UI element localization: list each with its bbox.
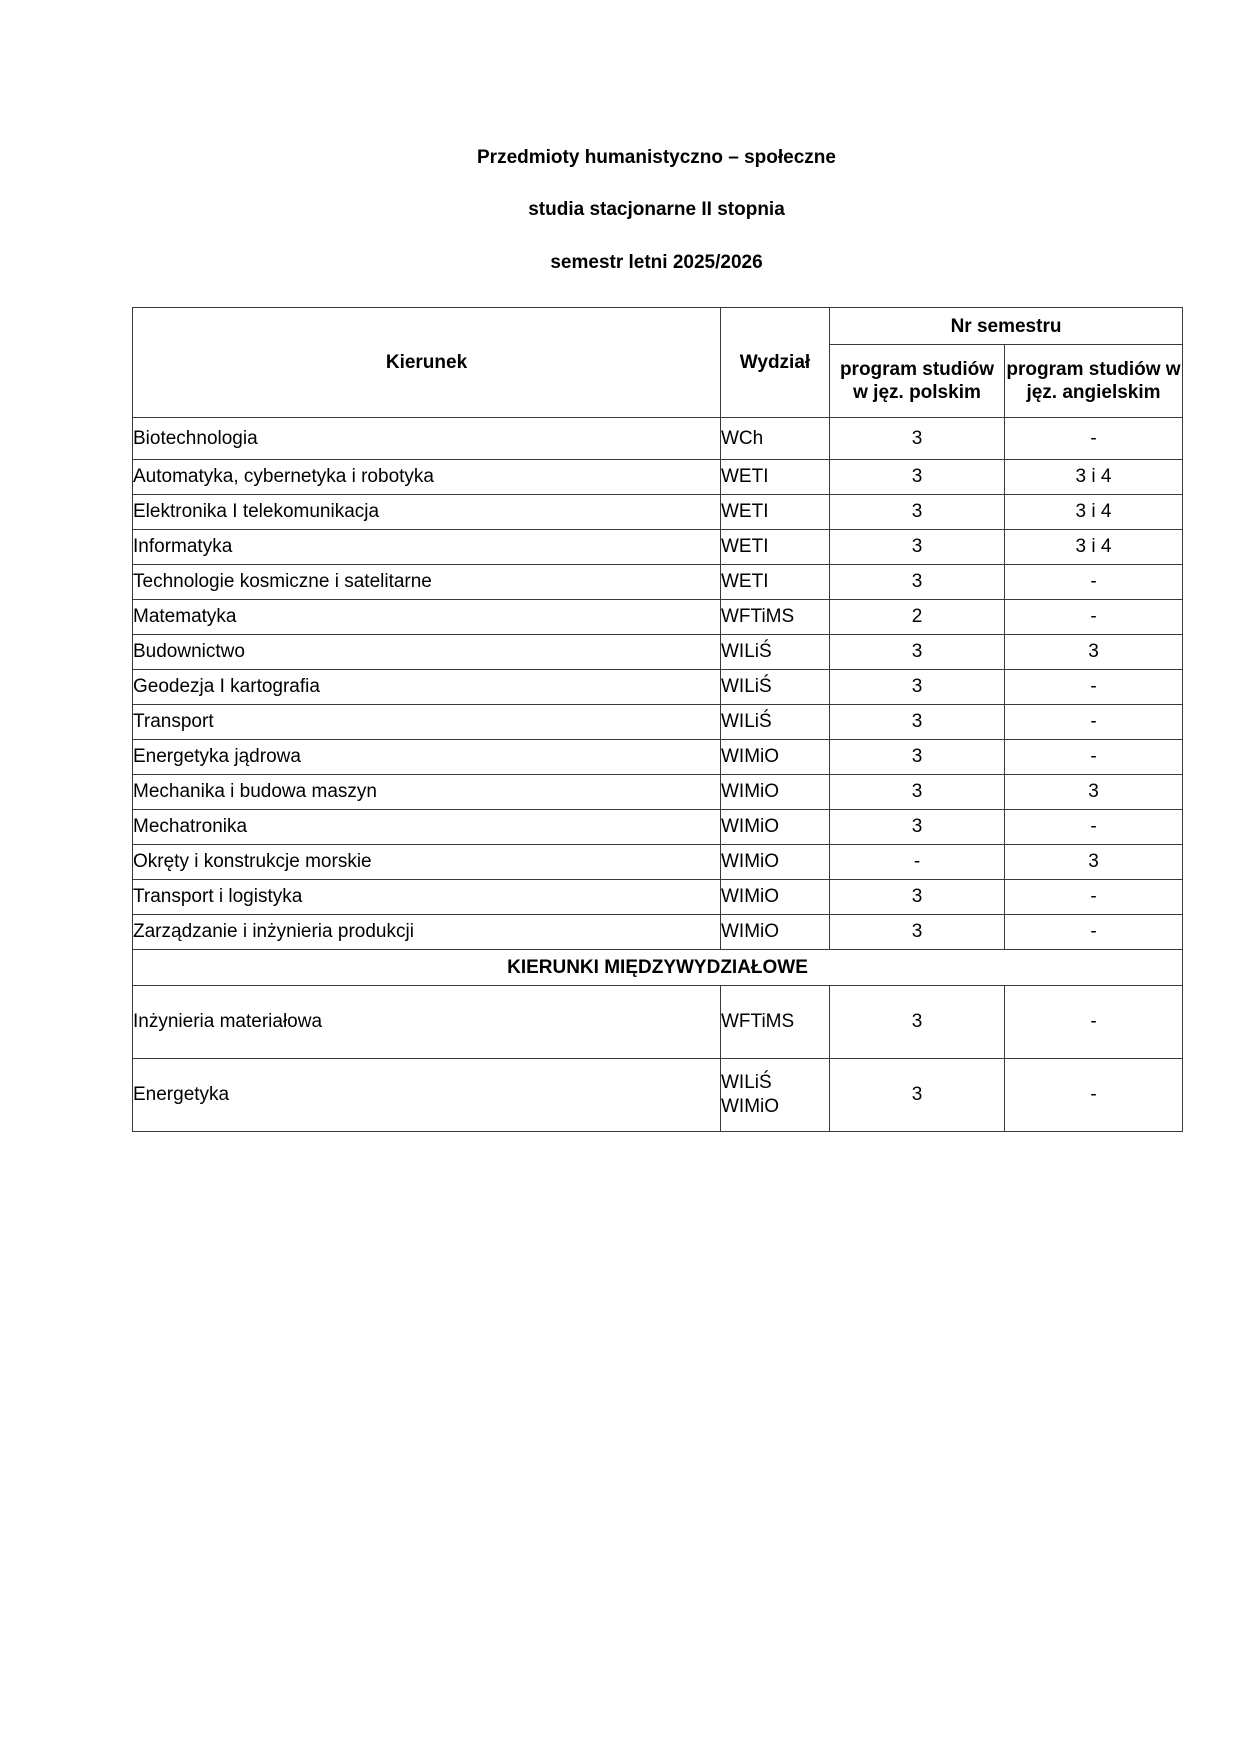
cell-semester-en: 3 [1005,635,1183,670]
cell-semester-en: - [1005,880,1183,915]
table-row [133,600,1183,635]
cell-kierunek: Energetyka [133,1059,721,1132]
table-row [133,670,1183,705]
cell-semester-pl: 3 [830,740,1005,775]
cell-semester-pl: 3 [830,705,1005,740]
document-subtitle: studia stacjonarne II stopnia [528,199,785,220]
cell-wydzial: WETI [721,530,830,565]
cell-semester-en: - [1005,915,1183,950]
table-row [133,565,1183,600]
cell-kierunek: Biotechnologia [133,418,721,460]
header-kierunek: Kierunek [133,308,721,418]
document-title: Przedmioty humanistyczno – społeczne [477,147,836,168]
wydzial-line: WFTiMS [721,1011,795,1032]
cell-wydzial: WIMiO [721,880,830,915]
header-program-en: program studiów w jęz. angielskim [1005,345,1183,418]
cell-wydzial: WETI [721,495,830,530]
table-row [133,530,1183,565]
cell-kierunek: Informatyka [133,530,721,565]
cell-wydzial [721,986,830,1059]
cell-wydzial: WETI [721,460,830,495]
cell-semester-en: - [1005,810,1183,845]
cell-semester-en: - [1005,418,1183,460]
cell-wydzial: WILiŚ [721,670,830,705]
table-row [133,460,1183,495]
cell-semester-pl: 3 [830,418,1005,460]
cell-semester-en: - [1005,600,1183,635]
cell-kierunek: Technologie kosmiczne i satelitarne [133,565,721,600]
cell-semester-pl: 3 [830,986,1005,1059]
table-header-row [133,308,1183,345]
cell-semester-pl: 3 [830,495,1005,530]
cell-semester-en: 3 i 4 [1005,530,1183,565]
cell-kierunek: Transport [133,705,721,740]
cell-semester-pl: - [830,845,1005,880]
cell-semester-en: 3 [1005,845,1183,880]
cell-wydzial: WILiŚ [721,635,830,670]
cell-kierunek: Automatyka, cybernetyka i robotyka [133,460,721,495]
table-row [133,1059,1183,1132]
cell-wydzial: WIMiO [721,915,830,950]
cell-semester-pl: 3 [830,775,1005,810]
table-row [133,880,1183,915]
cell-wydzial [721,1059,830,1132]
cell-kierunek: Transport i logistyka [133,880,721,915]
cell-kierunek: Zarządzanie i inżynieria produkcji [133,915,721,950]
wydzial-line: WIMiO [721,1096,780,1117]
cell-wydzial: WFTiMS [721,600,830,635]
cell-wydzial: WIMiO [721,740,830,775]
cell-semester-en: - [1005,670,1183,705]
cell-semester-pl: 3 [830,1059,1005,1132]
cell-semester-en: - [1005,565,1183,600]
cell-wydzial: WCh [721,418,830,460]
cell-wydzial: WIMiO [721,845,830,880]
cell-semester-pl: 3 [830,880,1005,915]
courses-table [132,307,1183,1132]
cell-kierunek: Mechatronika [133,810,721,845]
table-row [133,915,1183,950]
wydzial-line: WILiŚ [721,1072,772,1093]
table-row [133,495,1183,530]
cell-wydzial: WIMiO [721,810,830,845]
header-wydzial: Wydział [721,308,830,418]
cell-semester-pl: 3 [830,460,1005,495]
cell-semester-pl: 3 [830,915,1005,950]
table-row [133,635,1183,670]
cell-wydzial: WIMiO [721,775,830,810]
cell-wydzial: WILiŚ [721,705,830,740]
cell-semester-pl: 2 [830,600,1005,635]
cell-semester-en: 3 i 4 [1005,495,1183,530]
semester-label: semestr letni 2025/2026 [550,252,763,273]
cell-semester-en: - [1005,1059,1183,1132]
header-nr-semestru: Nr semestru [830,308,1183,345]
table-row [133,845,1183,880]
cell-semester-en: - [1005,740,1183,775]
section-label: KIERUNKI MIĘDZYWYDZIAŁOWE [133,950,1183,986]
table-row [133,705,1183,740]
table-row [133,986,1183,1059]
cell-semester-en: - [1005,705,1183,740]
cell-kierunek: Geodezja I kartografia [133,670,721,705]
cell-kierunek: Energetyka jądrowa [133,740,721,775]
cell-semester-pl: 3 [830,670,1005,705]
cell-kierunek: Inżynieria materiałowa [133,986,721,1059]
cell-semester-pl: 3 [830,565,1005,600]
cell-semester-en: 3 i 4 [1005,460,1183,495]
cell-kierunek: Matematyka [133,600,721,635]
header-program-pl: program studiów w jęz. polskim [830,345,1005,418]
table-row [133,740,1183,775]
cell-kierunek: Elektronika I telekomunikacja [133,495,721,530]
table-row [133,810,1183,845]
cell-semester-pl: 3 [830,530,1005,565]
cell-semester-en: 3 [1005,775,1183,810]
section-row-interfaculty [133,950,1183,986]
cell-kierunek: Mechanika i budowa maszyn [133,775,721,810]
cell-kierunek: Okręty i konstrukcje morskie [133,845,721,880]
cell-semester-pl: 3 [830,810,1005,845]
cell-semester-en: - [1005,986,1183,1059]
table-row [133,775,1183,810]
cell-semester-pl: 3 [830,635,1005,670]
table-row [133,418,1183,460]
cell-wydzial: WETI [721,565,830,600]
cell-kierunek: Budownictwo [133,635,721,670]
